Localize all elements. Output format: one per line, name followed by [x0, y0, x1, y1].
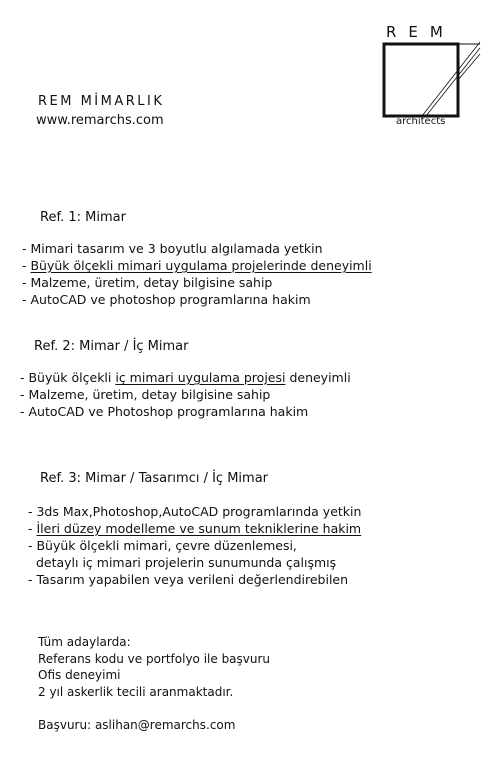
- list-item: - 3ds Max,Photoshop,AutoCAD programlarında yetkin: [28, 504, 362, 519]
- underlined-requirement: iç mimari uygulama projesi: [115, 370, 286, 385]
- footer-line: Ofis deneyimi: [38, 668, 121, 682]
- list-item: - Mimari tasarım ve 3 boyutlu algılamada yetkin: [22, 241, 323, 256]
- ref3-title: Ref. 3: Mimar / Tasarımcı / İç Mimar: [40, 471, 269, 486]
- ref1-title: Ref. 1: Mimar: [40, 210, 126, 225]
- application-contact: Başvuru: aslihan@remarchs.com: [38, 718, 236, 732]
- list-item: - Malzeme, üretim, detay bilgisine sahip: [22, 275, 273, 290]
- list-item: - Büyük ölçekli mimari, çevre düzenlemesi,: [28, 538, 297, 553]
- list-item: detaylı iç mimari projelerin sunumunda çalışmış: [28, 555, 337, 570]
- underlined-requirement: Büyük ölçekli mimari uygulama projelerinde deneyimli: [30, 258, 372, 273]
- general-requirements: [38, 634, 270, 700]
- footer-line: 2 yıl askerlik tecili aranmaktadır.: [38, 684, 234, 699]
- list-bullet: -: [28, 521, 37, 536]
- list-item: [22, 257, 372, 274]
- ref3-requirements: [28, 503, 361, 588]
- footer-line: Tüm adaylarda:: [38, 635, 131, 649]
- ref1-requirements: [22, 240, 372, 308]
- list-item: - Malzeme, üretim, detay bilgisine sahip: [20, 387, 271, 402]
- logo-subtitle: architects: [396, 116, 446, 127]
- company-name: REM MİMARLIK: [38, 94, 165, 109]
- list-item: [20, 369, 351, 386]
- list-item: - Tasarım yapabilen veya verileni değerlendirebilen: [28, 572, 349, 587]
- list-item: - AutoCAD ve Photoshop programlarına hakim: [20, 404, 309, 419]
- company-website: www.remarchs.com: [36, 113, 164, 128]
- underlined-requirement: İleri düzey modelleme ve sunum tekniklerine hakim: [36, 521, 362, 536]
- list-item: - AutoCAD ve photoshop programlarına hakim: [22, 292, 311, 307]
- list-item: [28, 520, 361, 537]
- footer-line: Referans kodu ve portfolyo ile başvuru: [38, 651, 271, 666]
- ref2-requirements: [20, 369, 351, 420]
- logo-letters: REM: [386, 23, 455, 41]
- list-text: deneyimli: [285, 370, 351, 385]
- ref2-title: Ref. 2: Mimar / İç Mimar: [34, 339, 189, 354]
- list-text: - Büyük ölçekli: [20, 370, 116, 385]
- list-bullet: -: [22, 258, 31, 273]
